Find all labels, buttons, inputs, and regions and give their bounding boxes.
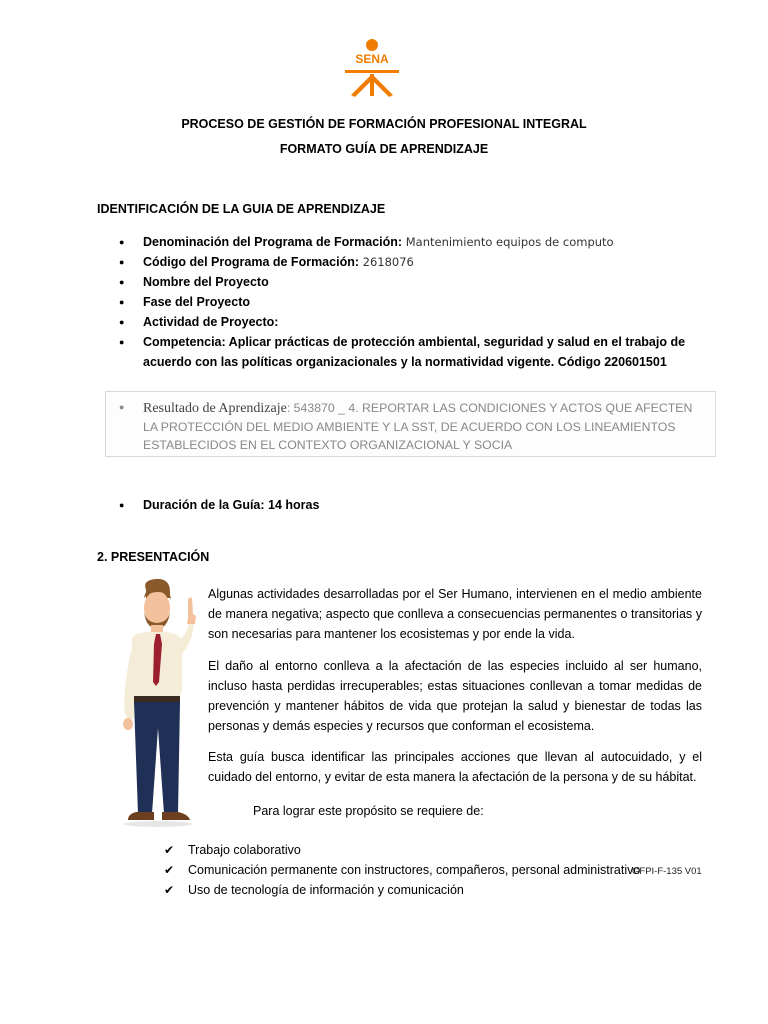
presentation-paragraph-1: Algunas actividades desarrolladas por el Ser Humano, intervienen en el medio ambiente de manera negativa; aspecto que conlleva a consecuencias permanentes o transitorias y son necesarias para mantener los ecosistemas y por ende la vida.: [208, 587, 702, 641]
bullet-icon: ●: [119, 402, 125, 412]
requirements-list: [164, 840, 664, 900]
man-pointing-illustration: [116, 578, 200, 828]
format-title: FORMATO GUÍA DE APRENDIZAJE: [279, 142, 489, 156]
duration-list: [97, 495, 497, 515]
document-code: GFPI-F-135 V01: [632, 866, 702, 877]
svg-text:SENA: SENA: [355, 52, 389, 66]
duration-item: ● Duración de la Guía: 14 horas: [97, 495, 497, 515]
list-item: ✔ Trabajo colaborativo: [164, 840, 664, 860]
list-item: ● Fase del Proyecto: [97, 292, 707, 312]
sena-logo: [343, 38, 401, 98]
learning-result-box: [105, 391, 716, 457]
list-item: ● Denominación del Programa de Formación: Mantenimiento equipos de computo: [97, 232, 707, 252]
process-title: PROCESO DE GESTIÓN DE FORMACIÓN PROFESIONAL INTEGRAL: [181, 117, 587, 131]
list-item: ✔ Comunicación permanente con instructores, compañeros, personal administrativo: [164, 860, 664, 880]
learning-result-text: [143, 399, 709, 454]
identification-heading: IDENTIFICACIÓN DE LA GUIA DE APRENDIZAJE: [97, 202, 386, 216]
requirement-intro: Para lograr este propósito se requiere de:: [253, 804, 484, 818]
presentation-paragraph-2: El daño al entorno conlleva a la afectación de las especies incluido al ser humano, incluso hasta perdidas irrecuperables; estas situaciones conllevan a tomar medidas de prevención y mantener hábitos de vida que protejan la salud y bienestar de todas las personas y demás especies y recursos que conforman el ecosistema.: [208, 659, 702, 733]
identification-list: [97, 232, 707, 372]
list-item: ✔ Uso de tecnología de información y comunicación: [164, 880, 664, 900]
list-item: ● Nombre del Proyecto: [97, 272, 707, 292]
list-item: ● Código del Programa de Formación: 2618076: [97, 252, 707, 272]
learning-result-label: Resultado de Aprendizaje: [143, 401, 287, 416]
learning-result-value: : 543870 _ 4. REPORTAR LAS CONDICIONES Y ACTOS QUE AFECTEN LA PROTECCIÓN DEL MEDIO AMBIENTE Y LA SST, DE ACUERDO CON LOS LINEAMIENTOS ESTABLECIDOS EN EL CONTEXTO ORGANIZACIONAL Y SOCIA: [143, 401, 693, 452]
list-item: ● Actividad de Proyecto:: [97, 312, 707, 332]
list-item: ● Competencia: Aplicar prácticas de protección ambiental, seguridad y salud en el trabajo de acuerdo con las políticas organizacionales y la normatividad vigente. Código 220601501: [97, 332, 707, 372]
presentation-paragraph-3: Esta guía busca identificar las principales acciones que llevan al autocuidado, y el cuidado del entorno, y evitar de esta manera la afectación de la persona y de su hábitat.: [208, 750, 702, 784]
presentation-heading: 2. PRESENTACIÓN: [97, 550, 210, 564]
